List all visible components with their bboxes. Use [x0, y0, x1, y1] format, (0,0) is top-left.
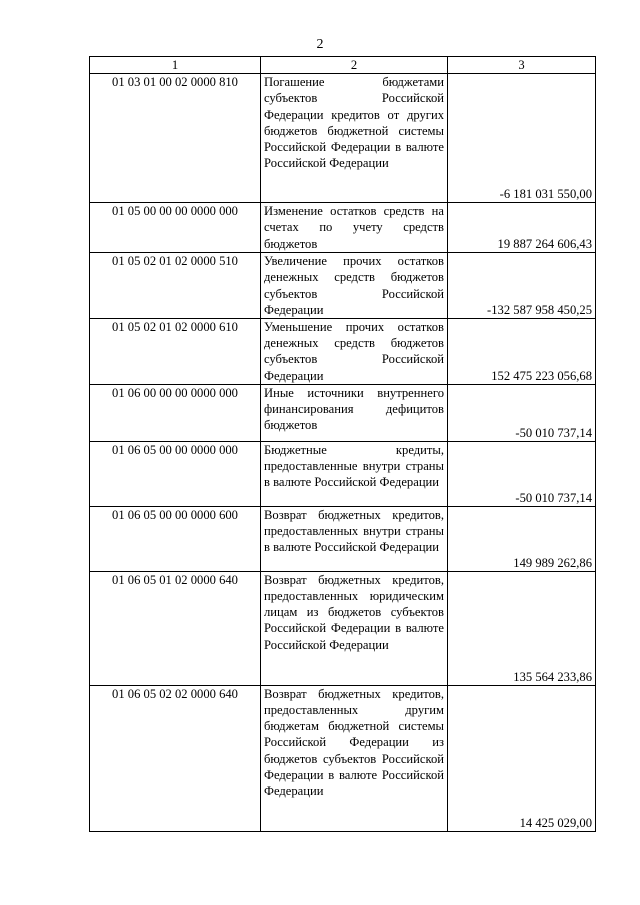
table-row: [90, 319, 596, 385]
amount-cell: 152 475 223 056,68: [448, 319, 596, 385]
table-row: [90, 441, 596, 506]
description-cell: Иные источники внутреннего финансирования дефицитов бюджетов: [261, 384, 448, 441]
table-row: [90, 571, 596, 685]
table-row: [90, 384, 596, 441]
budget-code-cell: 01 05 02 01 02 0000 510: [90, 253, 261, 319]
amount-cell: 149 989 262,86: [448, 506, 596, 571]
amount-cell: 135 564 233,86: [448, 571, 596, 685]
description-cell: Изменение остатков средств на счетах по учету средств бюджетов: [261, 203, 448, 253]
amount-cell: -50 010 737,14: [448, 441, 596, 506]
amount-cell: -132 587 958 450,25: [448, 253, 596, 319]
table-row: [90, 74, 596, 203]
description-cell: Возврат бюджетных кредитов, предоставленных внутри страны в валюте Российской Федерации: [261, 506, 448, 571]
budget-code-cell: 01 06 05 02 02 0000 640: [90, 685, 261, 831]
budget-code-cell: 01 03 01 00 02 0000 810: [90, 74, 261, 203]
description-cell: Уменьшение прочих остатков денежных средств бюджетов субъектов Российской Федерации: [261, 319, 448, 385]
budget-sources-table: [89, 56, 596, 832]
amount-cell: 14 425 029,00: [448, 685, 596, 831]
table-row: [90, 253, 596, 319]
amount-cell: -50 010 737,14: [448, 384, 596, 441]
description-cell: Бюджетные кредиты, предоставленные внутри страны в валюте Российской Федерации: [261, 441, 448, 506]
budget-code-cell: 01 06 05 01 02 0000 640: [90, 571, 261, 685]
page-number: 2: [316, 37, 324, 52]
budget-code-cell: 01 06 05 00 00 0000 600: [90, 506, 261, 571]
column-header-code: 1: [90, 57, 261, 74]
column-header-amount: 3: [448, 57, 596, 74]
table-row: [90, 506, 596, 571]
table-row: [90, 203, 596, 253]
column-header-description: 2: [261, 57, 448, 74]
table-row: [90, 685, 596, 831]
description-cell: Возврат бюджетных кредитов, предоставленных юридическим лицам из бюджетов субъектов Российской Федерации в валюте Российской Федерации: [261, 571, 448, 685]
budget-code-cell: 01 06 05 00 00 0000 000: [90, 441, 261, 506]
budget-code-cell: 01 06 00 00 00 0000 000: [90, 384, 261, 441]
table-header-row: [90, 57, 596, 74]
budget-code-cell: 01 05 00 00 00 0000 000: [90, 203, 261, 253]
budget-code-cell: 01 05 02 01 02 0000 610: [90, 319, 261, 385]
description-cell: Возврат бюджетных кредитов, предоставленных другим бюджетам бюджетной системы Российской Федерации из бюджетов субъектов Российской Федерации в валюте Российской Федерации: [261, 685, 448, 831]
description-cell: Погашение бюджетами субъектов Российской Федерации кредитов от других бюджетов бюджетной системы Российской Федерации в валюте Российской Федерации: [261, 74, 448, 203]
amount-cell: 19 887 264 606,43: [448, 203, 596, 253]
description-cell: Увеличение прочих остатков денежных средств бюджетов субъектов Российской Федерации: [261, 253, 448, 319]
amount-cell: -6 181 031 550,00: [448, 74, 596, 203]
